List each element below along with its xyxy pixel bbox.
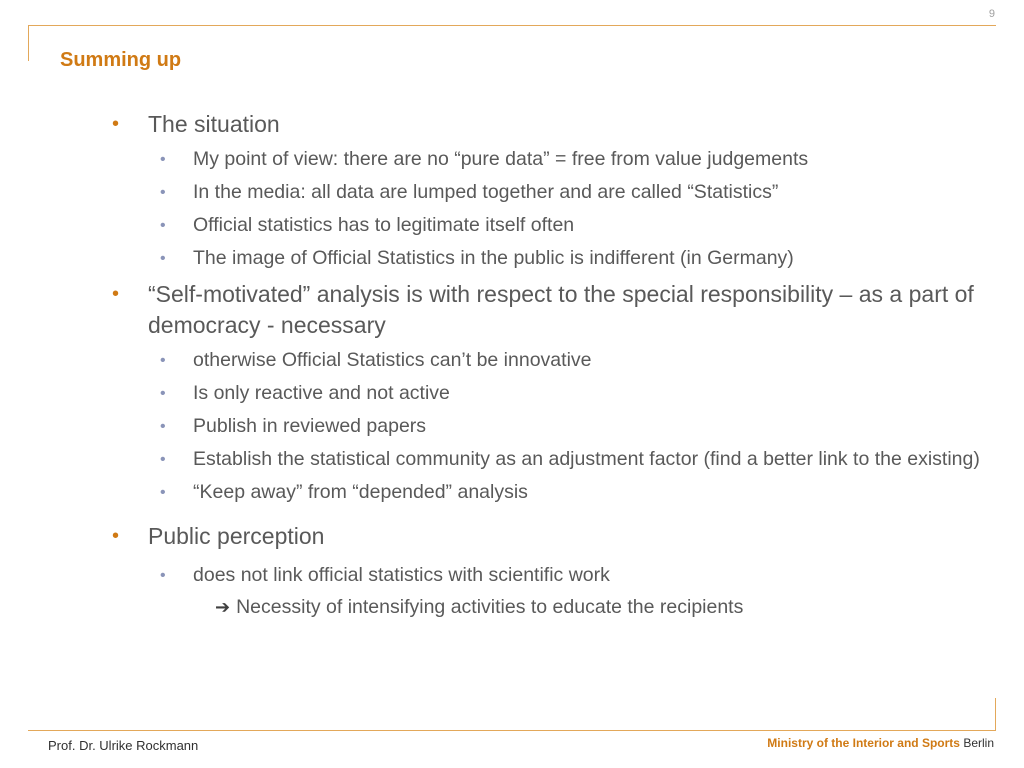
bullet-icon: • (112, 113, 120, 135)
sub-bullet-icon: • (160, 385, 166, 402)
sub-bullet-icon: • (160, 484, 166, 501)
right-rule (995, 698, 996, 731)
list-item (100, 347, 1000, 374)
list-item (100, 245, 1000, 272)
list-item-text: Publish in reviewed papers (193, 415, 427, 437)
list-item-text: The image of Official Statistics in the public is indifferent (in Germany) (193, 247, 794, 269)
bottom-rule (28, 730, 996, 731)
right-arrow-icon: ➔ (215, 597, 231, 617)
sub-bullet-icon: • (160, 250, 166, 267)
sub-bullet-icon: • (160, 418, 166, 435)
list-item-text: Establish the statistical community as an adjustment factor (find a better link to the existing) (193, 448, 980, 470)
slide-title: Summing up (60, 49, 182, 71)
sub-bullet-icon: • (160, 451, 166, 468)
list-item-text: In the media: all data are lumped together and are called “Statistics” (193, 181, 779, 203)
list-item (100, 413, 1000, 440)
footer-city: Berlin (963, 736, 994, 750)
section-heading-public-perception (100, 521, 1000, 552)
sub-bullet-icon: • (160, 151, 166, 168)
list-item (100, 212, 1000, 239)
sub-bullet-icon: • (160, 352, 166, 369)
list-item (100, 479, 1000, 506)
section-heading-text: “Self-motivated” analysis is with respect to the special responsibility – as a part of democracy - necessary (148, 281, 974, 338)
list-item-text: otherwise Official Statistics can’t be innovative (193, 349, 592, 371)
bullet-icon: • (112, 283, 120, 305)
footer-ministry: Ministry of the Interior and Sports (767, 736, 960, 750)
conclusion-line (100, 594, 1000, 621)
list-item-text: “Keep away” from “depended” analysis (193, 481, 528, 503)
section-heading-self-motivated (100, 279, 1000, 341)
slide-content (100, 106, 1000, 621)
section-heading-situation (100, 109, 1000, 140)
list-item (100, 380, 1000, 407)
list-item (100, 179, 1000, 206)
left-rule (28, 25, 29, 61)
sub-bullet-icon: • (160, 184, 166, 201)
list-item (100, 146, 1000, 173)
footer-author: Prof. Dr. Ulrike Rockmann (48, 738, 199, 753)
section-heading-text: The situation (148, 111, 280, 137)
list-item (100, 562, 1000, 589)
list-item (100, 446, 1000, 473)
conclusion-text: Necessity of intensifying activities to educate the recipients (236, 596, 744, 618)
bullet-icon: • (112, 525, 120, 547)
top-rule (28, 25, 996, 26)
sub-bullet-icon: • (160, 217, 166, 234)
list-item-text: does not link official statistics with scientific work (193, 564, 610, 586)
list-item-text: My point of view: there are no “pure data” = free from value judgements (193, 148, 809, 170)
footer-organization (767, 736, 994, 750)
list-item-text: Official statistics has to legitimate itself often (193, 214, 575, 236)
sub-bullet-icon: • (160, 567, 166, 584)
section-heading-text: Public perception (148, 523, 325, 549)
page-number: 9 (988, 8, 995, 20)
list-item-text: Is only reactive and not active (193, 382, 450, 404)
